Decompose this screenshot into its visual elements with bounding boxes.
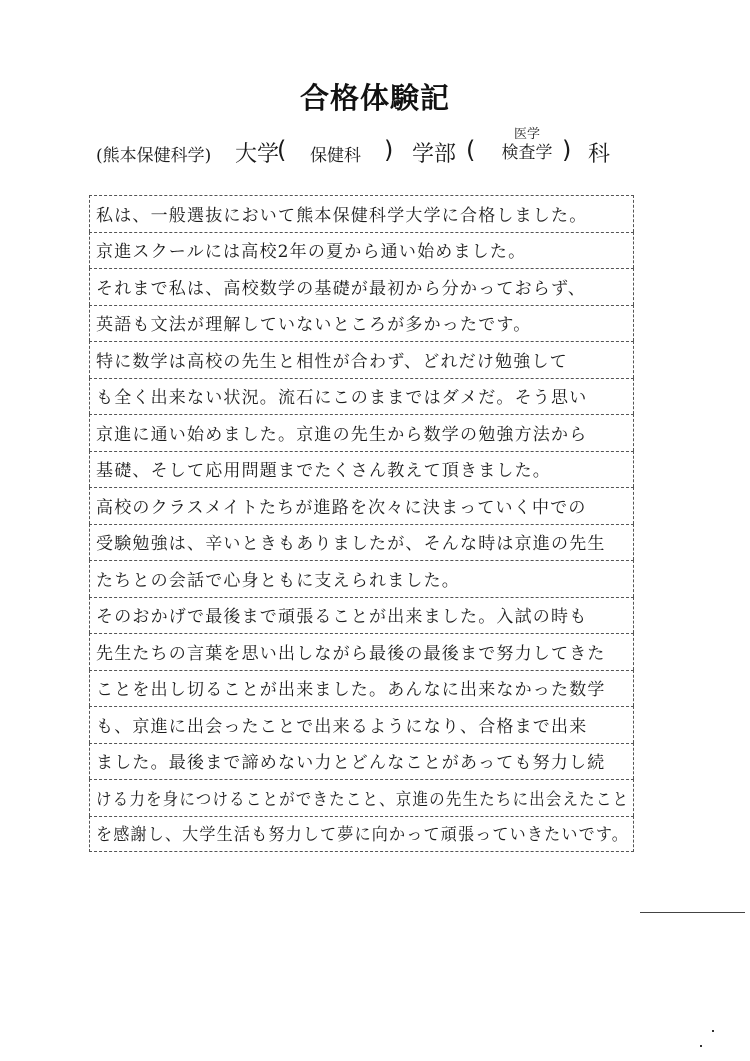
department-label: 科: [588, 142, 611, 167]
faculty-name: 保健科: [310, 146, 361, 166]
stray-pen-line: [640, 912, 745, 913]
essay-line: ける力を身につけることができたこと、京進の先生たちに出会えたこと: [89, 779, 634, 816]
school-header: [0, 128, 750, 176]
essay-line: も全く出来ない状況。流石にこのままではダメだ。そう思い: [89, 378, 634, 415]
essay-lined-box: [89, 195, 634, 852]
essay-line: 特に数学は高校の先生と相性が合わず、どれだけ勉強して: [89, 341, 634, 378]
scan-speck: [712, 1030, 714, 1032]
page-title: 合格体験記: [299, 81, 450, 115]
essay-line: 高校のクラスメイトたちが進路を次々に決まっていく中での: [89, 487, 634, 524]
essay-line: ことを出し切ることが出来ました。あんなに出来なかった数学: [89, 670, 634, 707]
essay-line: それまで私は、高校数学の基礎が最初から分かっておらず、: [89, 268, 634, 305]
essay-line: 英語も文法が理解していないところが多かったです。: [89, 305, 634, 342]
essay-line: 京進に通い始めました。京進の先生から数学の勉強方法から: [89, 414, 634, 451]
faculty-close-paren: ): [384, 136, 394, 164]
essay-line: たちとの会話で心身ともに支えられました。: [89, 560, 634, 597]
essay-line: 京進スクールには高校2年の夏から通い始めました。: [89, 232, 634, 269]
essay-line: を感謝し、大学生活も努力して夢に向かって頑張っていきたいです。: [89, 816, 634, 853]
faculty-label: 学部: [412, 142, 457, 167]
faculty-open-paren: (: [277, 136, 287, 164]
essay-line: 先生たちの言葉を思い出しながら最後の最後まで努力してきた: [89, 633, 634, 670]
dept-close-paren: ): [562, 136, 572, 164]
department-lower: 検査学: [501, 143, 553, 163]
essay-line: ました。最後まで諦めない力とどんなことがあっても努力し続: [89, 743, 634, 780]
university-name: (熊本保健科学): [96, 146, 212, 166]
essay-line: 受験勉強は、辛いときもありましたが、そんな時は京進の先生: [89, 524, 634, 561]
essay-line: も、京進に出会ったことで出来るようになり、合格まで出来: [89, 706, 634, 743]
dept-open-paren: (: [466, 136, 476, 164]
department-name: [497, 128, 557, 164]
scan-speck: [700, 1045, 702, 1047]
department-upper: 医学: [513, 127, 540, 142]
essay-line: そのおかげで最後まで頑張ることが出来ました。入試の時も: [89, 597, 634, 634]
essay-line: 私は、一般選抜において熊本保健科学大学に合格しました。: [89, 195, 634, 232]
essay-line: 基礎、そして応用問題までたくさん教えて頂きました。: [89, 451, 634, 488]
university-label: 大学: [235, 142, 280, 167]
